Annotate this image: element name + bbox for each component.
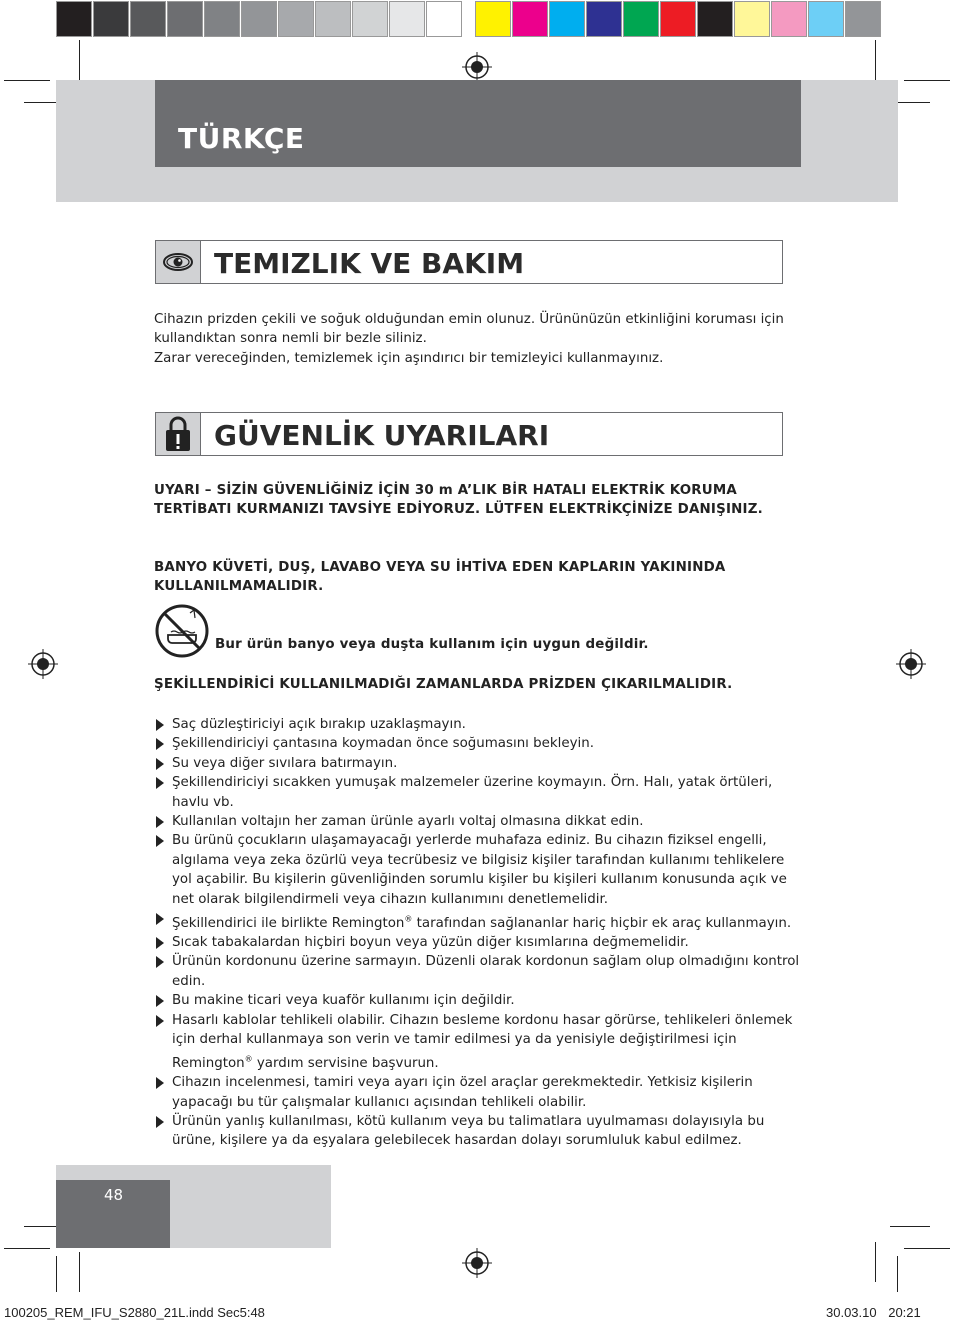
- safety-warning-water: BANYO KÜVETİ, DUŞ, LAVABO VEYA SU İHTİVA EDEN KAPLARIN YAKININDA KULLANILMAMALIDIR.: [154, 560, 726, 595]
- triangle-bullet-icon: [156, 937, 164, 949]
- color-swatch: [130, 1, 166, 37]
- color-swatch: [845, 1, 881, 37]
- triangle-bullet-icon: [156, 816, 164, 828]
- color-swatch: [426, 1, 462, 37]
- safety-bullet-list: [154, 715, 804, 1151]
- color-swatch: [278, 1, 314, 37]
- cleaning-paragraph-1: Cihazın prizden çekili ve soğuk olduğundan emin olunuz. Ürününüzün etkinliğini koruması için kullandıktan sonra nemli bir bezle siliniz.: [154, 312, 784, 347]
- crop-mark: [4, 80, 50, 81]
- list-item: [154, 1073, 804, 1112]
- list-item-text: Bu ürünü çocukların ulaşamayacağı yerlerde muhafaza ediniz. Bu cihazın fiziksel engelli, algılama veya zeka özürlü veya tecrübesiz ve bilgisiz kişiler tarafından kullanımı tehlikelere yol açabilir. Bu kişilerin güvenliğinden sorumlu kişiler bu kişileri kullanım konusunda açık ve net olarak bilgilendirmeli veya cihazın kullanımını denetlemelidir.: [172, 833, 787, 907]
- triangle-bullet-icon: [156, 758, 164, 770]
- color-swatch: [389, 1, 425, 37]
- section-header-safety: [155, 412, 783, 456]
- list-item-text: Şekillendiriciyi çantasına koymadan önce soğumasını bekleyin.: [172, 736, 595, 752]
- triangle-bullet-icon: [156, 1116, 164, 1128]
- color-swatch: [549, 1, 585, 37]
- triangle-bullet-icon: [156, 738, 164, 750]
- page-number: 48: [104, 1186, 124, 1204]
- crop-mark: [897, 1256, 898, 1292]
- registration-mark-icon: [896, 649, 926, 679]
- page-title: TÜRKÇE: [178, 122, 305, 155]
- color-swatch: [352, 1, 388, 37]
- color-swatch: [734, 1, 770, 37]
- list-item: [154, 734, 804, 753]
- list-item: [154, 1011, 804, 1074]
- triangle-bullet-icon: [156, 719, 164, 731]
- triangle-bullet-icon: [156, 1015, 164, 1027]
- list-item: [154, 952, 804, 991]
- list-item: [154, 812, 804, 831]
- list-item-text: Sıcak tabakalardan hiçbiri boyun veya yüzün diğer kısımlarına değmemelidir.: [172, 934, 689, 950]
- triangle-bullet-icon: [156, 913, 164, 925]
- triangle-bullet-icon: [156, 956, 164, 968]
- warning-lock-icon: [156, 413, 201, 455]
- list-item: [154, 909, 804, 933]
- color-swatch: [315, 1, 351, 37]
- triangle-bullet-icon: [156, 835, 164, 847]
- list-item-text: Bu makine ticari veya kuaför kullanımı için değildir.: [172, 993, 515, 1009]
- list-item: [154, 773, 804, 812]
- color-swatch: [623, 1, 659, 37]
- section-title: TEMIZLIK VE BAKIM: [214, 247, 525, 280]
- color-swatch: [697, 1, 733, 37]
- list-item: [154, 933, 804, 952]
- registration-mark-icon: [462, 52, 492, 82]
- crop-mark: [79, 1252, 80, 1292]
- color-swatch: [241, 1, 277, 37]
- footer-timestamp: 30.03.10 20:21: [826, 1305, 921, 1320]
- color-swatch: [808, 1, 844, 37]
- color-swatch: [586, 1, 622, 37]
- crop-mark: [875, 1242, 876, 1282]
- no-bath-icon: [154, 603, 210, 659]
- safety-warning-unplug: ŞEKİLLENDİRİCİ KULLANILMADIĞI ZAMANLARDA PRİZDEN ÇIKARILMALIDIR.: [154, 677, 733, 692]
- color-swatch: [56, 1, 92, 37]
- list-item-text: Şekillendirici ile birlikte Remington® tarafından sağlananlar hariç hiçbir ek araç kullanmayın.: [172, 914, 792, 931]
- list-item: [154, 831, 804, 909]
- list-item-text: Şekillendiriciyi sıcakken yumuşak malzemeler üzerine koymayın. Örn. Halı, yatak örtüleri, havlu vb.: [172, 775, 773, 810]
- safety-warning-rcd: UYARI – SİZİN GÜVENLİĞİNİZ İÇİN 30 m A’LIK BİR HATALI ELEKTRİK KORUMA TERTİBATI KURMANIZI TAVSİYE EDİYORUZ. LÜTFEN ELEKTRİKÇİNİZE DANIŞINIZ.: [154, 483, 763, 518]
- crop-mark: [4, 1248, 50, 1249]
- list-item-text: Hasarlı kablolar tehlikeli olabilir. Cihazın besleme kordonu hasar görürse, tehlikeleri önlemek için derhal kullanmaya son verin ve tamir edilmesi ya da yenisiyle değiştirilmesi için Remington® yardım servisine başvurun.: [172, 1012, 793, 1071]
- crop-mark: [56, 1256, 57, 1292]
- triangle-bullet-icon: [156, 777, 164, 789]
- list-item-text: Ürünün yanlış kullanılması, kötü kullanım veya bu talimatlara uyulmaması dolayısıyla bu ürüne, kişilere ya da eşyalara gelebilecek hasardan dolayı sorumluluk kabul edilmez.: [172, 1114, 765, 1149]
- registration-mark-icon: [28, 649, 58, 679]
- cleaning-paragraph-2: Zarar vereceğinden, temizlemek için aşındırıcı bir temizleyici kullanmayınız.: [154, 351, 664, 366]
- crop-mark: [875, 40, 876, 80]
- list-item: [154, 1112, 804, 1151]
- eye-icon: [156, 241, 201, 283]
- section-header-cleaning: [155, 240, 783, 284]
- crop-mark: [904, 80, 950, 81]
- color-swatch: [93, 1, 129, 37]
- color-swatch: [660, 1, 696, 37]
- list-item: [154, 715, 804, 734]
- list-item-text: Kullanılan voltajın her zaman ürünle ayarlı voltaj olmasına dikkat edin.: [172, 814, 644, 830]
- color-swatch: [204, 1, 240, 37]
- crop-mark: [904, 1248, 950, 1249]
- color-swatch: [771, 1, 807, 37]
- list-item-text: Cihazın incelenmesi, tamiri veya ayarı için özel araçlar gerekmektedir. Yetkisiz kişilerin yapacağı bu tür çalışmalar kullanıcı açısından tehlikeli olabilir.: [172, 1075, 753, 1110]
- section-title: GÜVENLİK UYARILARI: [214, 419, 550, 452]
- list-item: [154, 754, 804, 773]
- footer-file-slug: 100205_REM_IFU_S2880_21L.indd Sec5:48: [4, 1305, 265, 1320]
- list-item: [154, 991, 804, 1010]
- registration-mark-icon: [462, 1248, 492, 1278]
- color-calibration-bar: [56, 1, 882, 37]
- list-item-text: Saç düzleştiriciyi açık bırakıp uzaklaşmayın.: [172, 717, 466, 732]
- list-item-text: Su veya diğer sıvılara batırmayın.: [172, 755, 398, 771]
- list-item-text: Ürünün kordonunu üzerine sarmayın. Düzenli olarak kordonun sağlam olup olmadığını kontrol edin.: [172, 954, 800, 989]
- crop-mark: [890, 1226, 930, 1227]
- no-bath-text: Bur ürün banyo veya duşta kullanım için uygun değildir.: [215, 637, 649, 652]
- color-swatch: [512, 1, 548, 37]
- color-swatch: [475, 1, 511, 37]
- triangle-bullet-icon: [156, 995, 164, 1007]
- triangle-bullet-icon: [156, 1077, 164, 1089]
- color-swatch: [167, 1, 203, 37]
- crop-mark: [79, 40, 80, 80]
